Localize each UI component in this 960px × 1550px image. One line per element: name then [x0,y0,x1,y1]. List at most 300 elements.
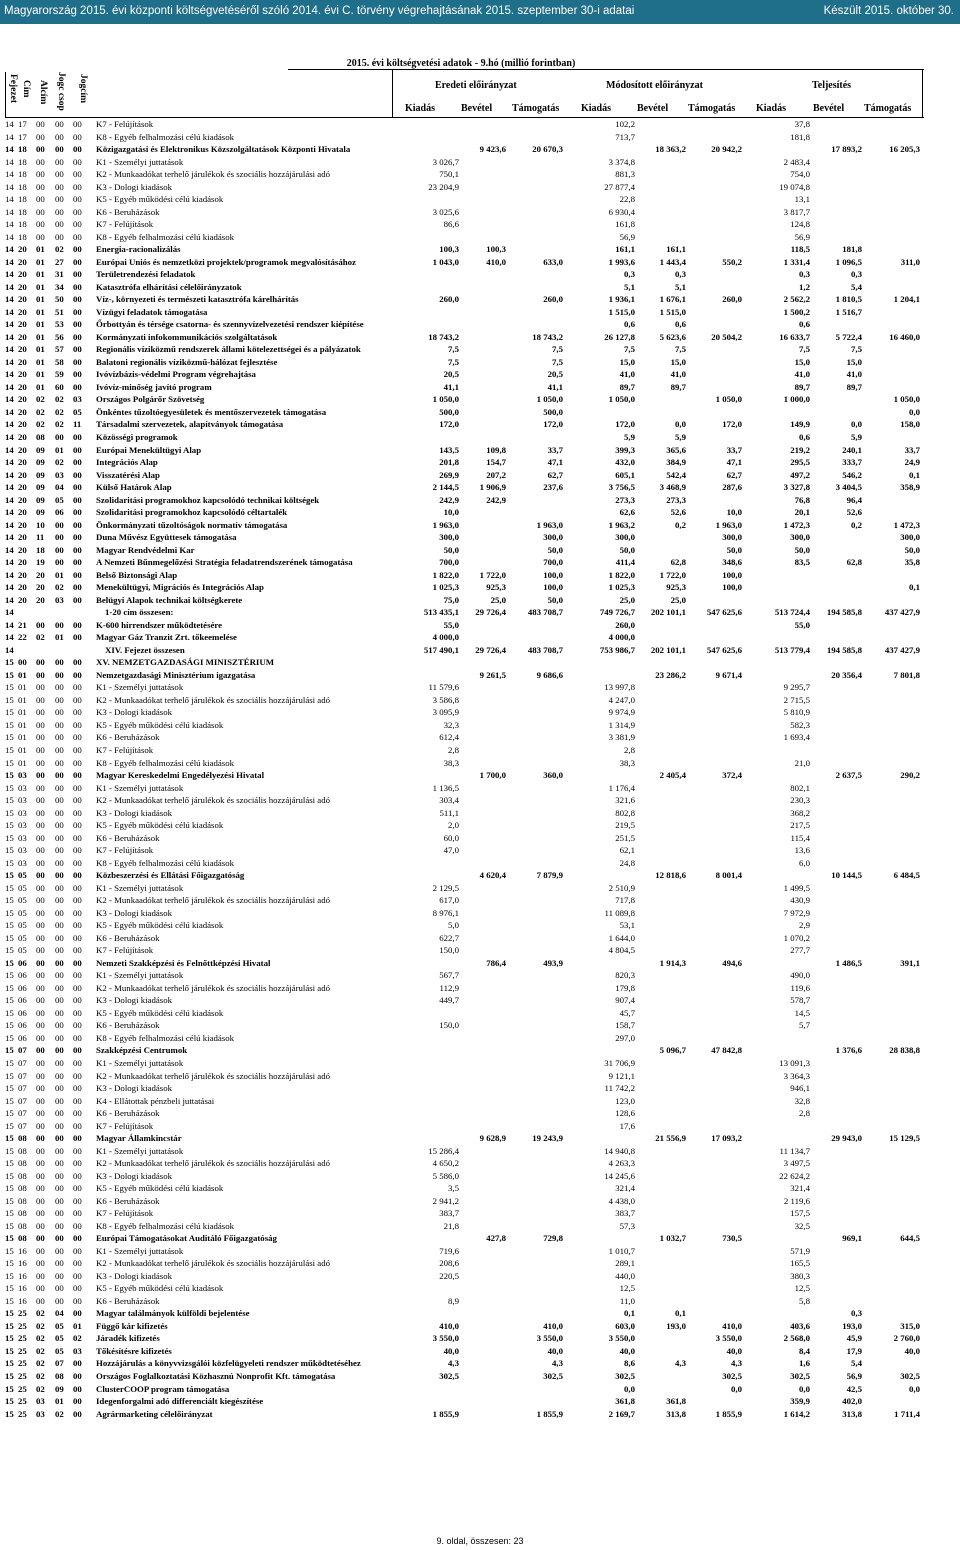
value-cell: 0,3 [624,269,635,280]
value-cell: 5,7 [799,1020,810,1031]
code-cell: 00 [73,782,82,793]
code-cell: 07 [18,1108,27,1119]
code-cell: 00 [36,1145,45,1156]
code-cell: 02 [55,419,64,430]
value-cell: 717,8 [615,895,635,906]
value-cell: 161,8 [615,219,635,230]
code-cell: 00 [55,795,64,806]
value-cell: 802,1 [790,782,810,793]
code-cell: 14 [5,419,14,430]
value-cell: 786,4 [486,957,506,968]
code-cell: 14 [5,381,14,392]
code-cell: 00 [18,657,27,668]
code-cell: 14 [5,532,14,543]
value-cell: 1 032,7 [659,1233,686,1244]
value-cell: 35,8 [904,557,920,568]
code-cell: 05 [55,1320,64,1331]
code-cell: 14 [5,306,14,317]
value-cell: 754,0 [790,169,810,180]
code-cell: 05 [18,945,27,956]
value-cell: 713,7 [615,131,635,142]
code-cell: 15 [5,1333,14,1344]
code-cell: 00 [55,1045,64,1056]
code-cell: 00 [36,1083,45,1094]
code-cell: 00 [73,895,82,906]
value-cell: 13,6 [794,845,810,856]
code-cell: 05 [73,406,82,417]
code-cell: 00 [73,331,82,342]
description-cell: K6 - Beruházások [96,1020,160,1031]
code-cell: 20 [18,256,27,267]
code-cell: 01 [36,244,45,255]
value-cell: 1 906,9 [479,482,506,493]
value-cell: 1 486,5 [835,957,862,968]
value-cell: 567,7 [439,970,459,981]
value-cell: 410,0 [543,1320,563,1331]
code-cell: 15 [5,845,14,856]
code-cell: 01 [36,331,45,342]
code-cell: 14 [5,544,14,555]
value-cell: 50,0 [619,544,635,555]
code-cell: 00 [55,920,64,931]
value-cell: 32,5 [794,1220,810,1231]
value-cell: 802,8 [615,807,635,818]
value-cell: 76,8 [794,494,810,505]
code-cell: 00 [73,719,82,730]
code-cell: 15 [5,1358,14,1369]
value-cell: 1 700,0 [479,770,506,781]
value-cell: 1,2 [799,281,810,292]
value-cell: 10,0 [726,507,742,518]
value-cell: 15,0 [794,356,810,367]
value-cell: 300,0 [543,532,563,543]
value-cell: 102,2 [615,119,635,129]
value-cell: 7,5 [799,344,810,355]
table-row [5,281,925,293]
description-cell: Magyar Államkincstár [96,1133,182,1144]
code-cell: 05 [55,1333,64,1344]
code-cell: 00 [36,119,45,129]
code-cell: 00 [55,544,64,555]
table-row [5,243,925,255]
code-cell: 20 [36,582,45,593]
header-divider [392,69,393,117]
value-cell: 0,3 [851,269,862,280]
description-cell: Integrációs Alap [96,457,158,468]
value-cell: 50,0 [547,544,563,555]
code-cell: 14 [5,231,14,242]
code-cell: 00 [55,694,64,705]
code-cell: 00 [73,494,82,505]
code-cell: 03 [18,857,27,868]
code-cell: 00 [55,870,64,881]
group-modositott: Módosított előirányzat [606,80,703,91]
code-cell: 02 [36,1383,45,1394]
value-cell: 50,0 [794,544,810,555]
table-row [5,494,925,506]
table-row [5,131,925,143]
value-cell: 25,0 [490,594,506,605]
description-cell: Társadalmi szervezetek, alapítványok támogatása [96,419,284,430]
code-cell: 14 [5,457,14,468]
code-cell: 20 [18,544,27,555]
value-cell: 40,0 [619,1345,635,1356]
code-cell: 20 [36,594,45,605]
document-banner [0,0,960,24]
value-cell: 5 586,0 [432,1170,459,1181]
description-cell: K7 - Felújítások [96,945,154,956]
code-cell: 15 [5,1245,14,1256]
value-cell: 1 025,3 [432,582,459,593]
value-cell: 300,0 [615,532,635,543]
code-cell: 05 [18,920,27,931]
value-cell: 19 074,8 [779,181,810,192]
table-row [5,1245,925,1257]
code-cell: 15 [5,694,14,705]
table-row [5,1207,925,1219]
value-cell: 11 742,2 [604,1083,635,1094]
code-cell: 14 [5,156,14,167]
value-cell: 500,0 [543,406,563,417]
description-cell: K7 - Felújítások [96,1208,154,1219]
code-cell: 00 [73,544,82,555]
value-cell: 55,0 [443,619,459,630]
code-cell: 14 [5,569,14,580]
value-cell: 0,1 [909,469,920,480]
description-cell: Agrármarketing célelőirányzat [96,1408,213,1419]
code-cell: 08 [18,1233,27,1244]
value-cell: 0,0 [799,1383,810,1394]
code-cell: 02 [55,1408,64,1419]
code-cell: 20 [18,432,27,442]
code-cell: 02 [73,1333,82,1344]
code-cell: 01 [55,444,64,455]
description-cell: Nemzetgazdasági Minisztérium igazgatása [96,669,256,680]
value-cell: 100,0 [543,569,563,580]
code-cell: 00 [55,1020,64,1031]
code-cell: 15 [5,857,14,868]
value-cell: 321,6 [615,795,635,806]
description-cell: Belügyi Alapok technikai költségkerete [96,594,243,605]
value-cell: 4 263,3 [608,1158,635,1169]
value-cell: 1 010,7 [608,1245,635,1256]
description-cell: K2 - Munkaadókat terhelő járulékok és szociális hozzájárulási adó [96,795,331,806]
code-cell: 03 [18,795,27,806]
value-cell: 303,4 [439,795,459,806]
value-cell: 56,9 [619,231,635,242]
description-cell: K1 - Személyi juttatások [96,156,184,167]
table-row [5,556,925,568]
code-cell: 00 [73,1245,82,1256]
code-cell: 56 [55,331,64,342]
code-cell: 00 [73,1220,82,1231]
value-cell: 27 877,4 [604,181,635,192]
code-cell: 00 [55,1233,64,1244]
code-cell: 14 [5,206,14,217]
description-cell: K8 - Egyéb felhalmozási célú kiadások [96,857,235,868]
code-cell: 02 [36,1345,45,1356]
value-cell: 5,8 [799,1295,810,1306]
value-cell: 100,0 [722,569,742,580]
value-cell: 321,4 [790,1183,810,1194]
value-cell: 2,9 [799,920,810,931]
value-cell: 96,4 [846,494,862,505]
code-cell: 00 [73,219,82,230]
code-cell: 02 [55,406,64,417]
value-cell: 493,9 [543,957,563,968]
value-cell: 124,8 [790,219,810,230]
value-cell: 633,0 [543,256,563,267]
code-cell: 00 [55,1170,64,1181]
description-cell: Járadék kifizetés [96,1333,160,1344]
code-cell: 14 [5,219,14,230]
value-cell: 21,0 [794,757,810,768]
value-cell: 313,8 [842,1408,862,1419]
value-cell: 300,0 [790,532,810,543]
value-cell: 4,3 [448,1358,459,1369]
value-cell: 19 243,9 [532,1133,563,1144]
value-cell: 546,2 [842,469,862,480]
value-cell: 100,0 [722,582,742,593]
value-cell: 32,8 [794,1095,810,1106]
value-cell: 219,2 [790,444,810,455]
table-row [5,1007,925,1019]
value-cell: 55,0 [794,619,810,630]
code-cell: 00 [36,957,45,968]
code-cell: 15 [5,1183,14,1194]
value-cell: 32,3 [443,719,459,730]
value-cell: 1 050,0 [536,394,563,405]
code-cell: 00 [73,457,82,468]
code-cell: 00 [73,1045,82,1056]
table-row [5,857,925,869]
description-cell: Függő kár kifizetés [96,1320,168,1331]
code-cell: 02 [36,1358,45,1369]
value-cell: 220,5 [439,1270,459,1281]
value-cell: 38,3 [443,757,459,768]
code-cell: 00 [36,1208,45,1219]
code-cell: 15 [5,1308,14,1319]
value-cell: 0,3 [851,1308,862,1319]
code-cell: 00 [73,1145,82,1156]
value-cell: 23 286,2 [655,669,686,680]
code-cell: 15 [5,682,14,693]
description-cell: K7 - Felújítások [96,219,154,230]
code-cell: 20 [18,244,27,255]
code-cell: 15 [5,1233,14,1244]
value-cell: 20 942,2 [711,144,742,155]
value-cell: 40,0 [547,1345,563,1356]
value-cell: 7,5 [851,344,862,355]
code-cell: 05 [18,932,27,943]
value-cell: 242,9 [486,494,506,505]
code-cell: 03 [18,845,27,856]
col-jogcsop-label: Jogc csop [56,72,66,111]
code-cell: 00 [36,619,45,630]
value-cell: 5,1 [624,281,635,292]
code-cell: 09 [36,444,45,455]
table-row [5,644,925,656]
value-cell: 437 427,9 [884,644,920,655]
description-cell: K3 - Dologi kiadások [96,181,172,192]
value-cell: 14 245,6 [604,1170,635,1181]
code-cell: 06 [18,1032,27,1043]
value-cell: 25,0 [670,594,686,605]
code-cell: 00 [36,1233,45,1244]
code-cell: 00 [73,269,82,280]
code-cell: 21 [18,619,27,630]
description-cell: K8 - Egyéb felhalmozási célú kiadások [96,757,235,768]
description-cell: Őrbottyán és térsége csatorna- és szennyvízelvezetési rendszer kiépítése [96,319,364,330]
table-row [5,544,925,556]
code-cell: 00 [36,1195,45,1206]
banner-title: Magyarország 2015. évi központi költségvetéséről szóló 2014. évi C. törvény végrehajtásának 2015. szeptember 30-i adatai [4,5,635,17]
code-cell: 15 [5,1320,14,1331]
value-cell: 517 490,1 [423,644,459,655]
code-cell: 11 [36,532,45,543]
value-cell: 24,9 [904,457,920,468]
code-cell: 08 [18,1145,27,1156]
code-cell: 59 [55,369,64,380]
value-cell: 410,0 [439,1320,459,1331]
value-cell: 62,8 [846,557,862,568]
code-cell: 00 [73,1058,82,1068]
description-cell: K5 - Egyéb működési célú kiadások [96,1183,224,1194]
value-cell: 2 941,2 [432,1195,459,1206]
table-row [5,418,925,430]
code-cell: 00 [73,1283,82,1294]
code-cell: 15 [5,1283,14,1294]
value-cell: 617,0 [439,895,459,906]
header-divider [922,69,923,117]
code-cell: 00 [36,1283,45,1294]
code-cell: 14 [5,507,14,518]
code-cell: 00 [73,1195,82,1206]
code-cell: 07 [18,1083,27,1094]
code-cell: 15 [5,1195,14,1206]
description-cell: Energia-racionalizálás [96,244,181,255]
value-cell: 33,7 [547,444,563,455]
code-cell: 00 [73,1295,82,1306]
value-cell: 38,3 [619,757,635,768]
value-cell: 17 093,2 [711,1133,742,1144]
value-cell: 550,2 [722,256,742,267]
code-cell: 16 [18,1245,27,1256]
value-cell: 440,0 [615,1270,635,1281]
code-cell: 00 [36,820,45,831]
code-cell: 00 [73,244,82,255]
table-row [5,431,925,443]
value-cell: 5 722,4 [835,331,862,342]
code-cell: 07 [18,1095,27,1106]
value-cell: 3 374,8 [608,156,635,167]
value-cell: 3 468,9 [659,482,686,493]
code-cell: 02 [36,394,45,405]
value-cell: 3 550,0 [432,1333,459,1344]
value-cell: 6 484,5 [893,870,920,881]
value-cell: 56,9 [794,231,810,242]
code-cell: 14 [5,607,14,618]
code-cell: 14 [5,519,14,530]
value-cell: 820,3 [615,970,635,981]
value-cell: 289,1 [615,1258,635,1269]
value-cell: 60,0 [443,832,459,843]
value-cell: 297,0 [615,1032,635,1043]
code-cell: 51 [55,306,64,317]
value-cell: 359,9 [790,1396,810,1407]
table-row [5,506,925,518]
code-cell: 00 [73,294,82,305]
code-cell: 00 [55,845,64,856]
code-cell: 15 [5,707,14,718]
code-cell: 03 [18,782,27,793]
code-cell: 00 [73,657,82,668]
description-cell: Szakképzési Centrumok [96,1045,188,1056]
value-cell: 154,7 [486,457,506,468]
value-cell: 513 435,1 [423,607,459,618]
code-cell: 14 [5,494,14,505]
code-cell: 00 [55,519,64,530]
value-cell: 427,8 [486,1233,506,1244]
code-cell: 15 [5,1133,14,1144]
code-cell: 00 [36,1270,45,1281]
value-cell: 119,6 [790,982,810,993]
value-cell: 42,5 [846,1383,862,1394]
code-cell: 15 [5,832,14,843]
description-cell: Nemzeti Szakképzési és Felnőttképzési Hivatal [96,957,271,968]
code-cell: 20 [36,569,45,580]
value-cell: 230,3 [790,795,810,806]
code-cell: 27 [55,256,64,267]
value-cell: 56,9 [846,1371,862,1381]
value-cell: 1 472,3 [783,519,810,530]
value-cell: 47,1 [547,457,563,468]
code-cell: 06 [55,507,64,518]
value-cell: 21,8 [443,1220,459,1231]
value-cell: 0,3 [675,269,686,280]
code-cell: 08 [18,1170,27,1181]
value-cell: 9 423,6 [479,144,506,155]
value-cell: 1 855,9 [715,1408,742,1419]
table-row [5,293,925,305]
value-cell: 52,6 [670,507,686,518]
code-cell: 00 [36,694,45,705]
value-cell: 41,0 [846,369,862,380]
table-row [5,1132,925,1144]
value-cell: 403,6 [790,1320,810,1331]
code-cell: 00 [55,669,64,680]
value-cell: 313,8 [666,1408,686,1419]
value-cell: 45,7 [619,1007,635,1018]
code-cell: 01 [73,1320,82,1331]
value-cell: 10,0 [443,507,459,518]
value-cell: 7 801,8 [893,669,920,680]
value-cell: 194 585,8 [826,607,862,618]
code-cell: 09 [36,507,45,518]
code-cell: 03 [73,1345,82,1356]
description-cell: K6 - Beruházások [96,832,160,843]
value-cell: 15,0 [619,356,635,367]
total-label: XIV. Fejezet összesen [105,644,185,655]
code-cell: 00 [36,795,45,806]
code-cell: 20 [18,394,27,405]
code-cell: 00 [36,231,45,242]
code-cell: 00 [55,745,64,755]
value-cell: 302,5 [790,1371,810,1381]
value-cell: 31 706,9 [604,1058,635,1068]
table-row [5,531,925,543]
table-row [5,1370,925,1382]
